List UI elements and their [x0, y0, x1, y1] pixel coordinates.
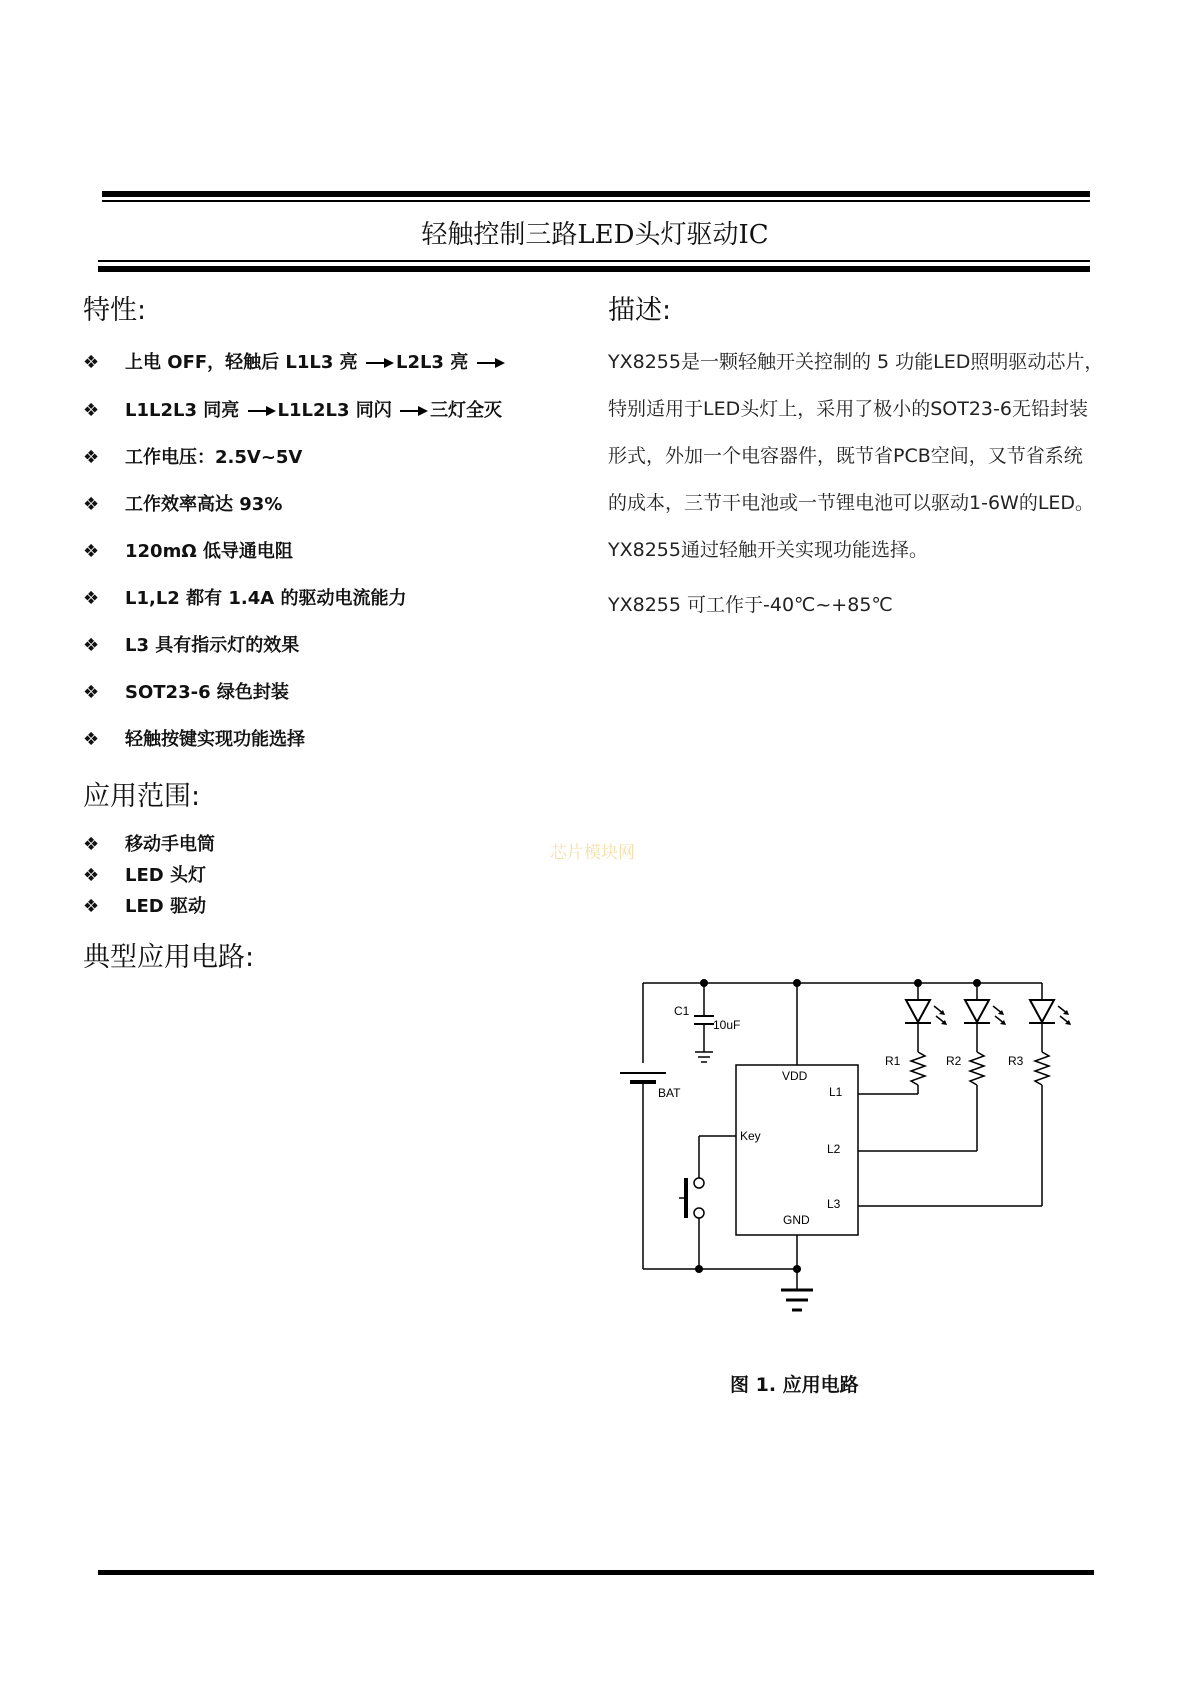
title-text: 轻触控制三路LED头灯驱动IC [421, 220, 769, 250]
bat-label: BAT [658, 1086, 681, 1100]
feature-item: ❖ 轻触按键实现功能选择 [83, 729, 305, 750]
bullet-icon: ❖ [83, 865, 100, 886]
r3-label: R3 [1008, 1054, 1024, 1068]
description-heading: 描述: [608, 295, 672, 326]
r2-label: R2 [946, 1054, 962, 1068]
application-item: ❖ 移动手电筒 [83, 834, 215, 855]
circuit-heading: 典型应用电路: [83, 942, 255, 973]
cap-value-label: 10uF [713, 1018, 741, 1032]
description-line: 形式，外加一个电容器件，既节省PCB空间，又节省系统 [608, 445, 1083, 467]
feature-item: ❖ 上电 OFF，轻触后 L1L3 亮 L2L3 亮 [83, 348, 507, 374]
feature-item: ❖ L3 具有指示灯的效果 [83, 635, 300, 656]
description-line: YX8255通过轻触开关实现功能选择。 [608, 539, 928, 561]
l1-label: L1 [829, 1085, 843, 1099]
feature-item: ❖ 120mΩ 低导通电阻 [83, 541, 293, 562]
bullet-icon: ❖ [83, 682, 100, 703]
bullet-icon: ❖ [83, 447, 100, 468]
gnd-label: GND [783, 1213, 810, 1227]
l3-label: L3 [827, 1197, 841, 1211]
description-line: 特别适用于LED头灯上，采用了极小的SOT23-6无铅封装 [608, 398, 1088, 420]
vdd-label: VDD [782, 1069, 808, 1083]
bullet-icon: ❖ [83, 541, 100, 562]
l2-label: L2 [827, 1142, 841, 1156]
feature-item: ❖ SOT23-6 绿色封装 [83, 682, 289, 703]
bullet-icon: ❖ [83, 635, 100, 656]
figure-caption: 图 1. 应用电路 [730, 1374, 859, 1396]
watermark: 芯片模块网 [550, 843, 635, 863]
feature-item: ❖ 工作电压：2.5V~5V [83, 447, 303, 468]
description-line: YX8255是一颗轻触开关控制的 5 功能LED照明驱动芯片， [608, 351, 1104, 373]
bullet-icon: ❖ [83, 896, 100, 917]
applications-heading: 应用范围: [83, 781, 201, 812]
bullet-icon: ❖ [83, 400, 100, 421]
application-item: ❖ LED 驱动 [83, 896, 206, 917]
c1-label: C1 [674, 1004, 690, 1018]
feature-item: ❖ L1L2L3 同亮 L1L2L3 同闪 三灯全灭 [83, 400, 503, 421]
operating-temp: YX8255 可工作于-40℃~+85℃ [608, 594, 893, 616]
key-label: Key [740, 1129, 761, 1143]
bullet-icon: ❖ [83, 729, 100, 750]
application-item: ❖ LED 头灯 [83, 865, 206, 886]
bullet-icon: ❖ [83, 494, 100, 515]
footer-rule [98, 1570, 1094, 1575]
feature-item: ❖ L1,L2 都有 1.4A 的驱动电流能力 [83, 588, 407, 609]
description-line: 的成本，三节干电池或一节锂电池可以驱动1-6W的LED。 [608, 492, 1095, 514]
r1-label: R1 [885, 1054, 901, 1068]
feature-item: ❖ 工作效率高达 93% [83, 494, 283, 515]
features-heading: 特性: [83, 295, 147, 326]
bullet-icon: ❖ [83, 352, 100, 373]
bullet-icon: ❖ [83, 834, 100, 855]
bullet-icon: ❖ [83, 588, 100, 609]
